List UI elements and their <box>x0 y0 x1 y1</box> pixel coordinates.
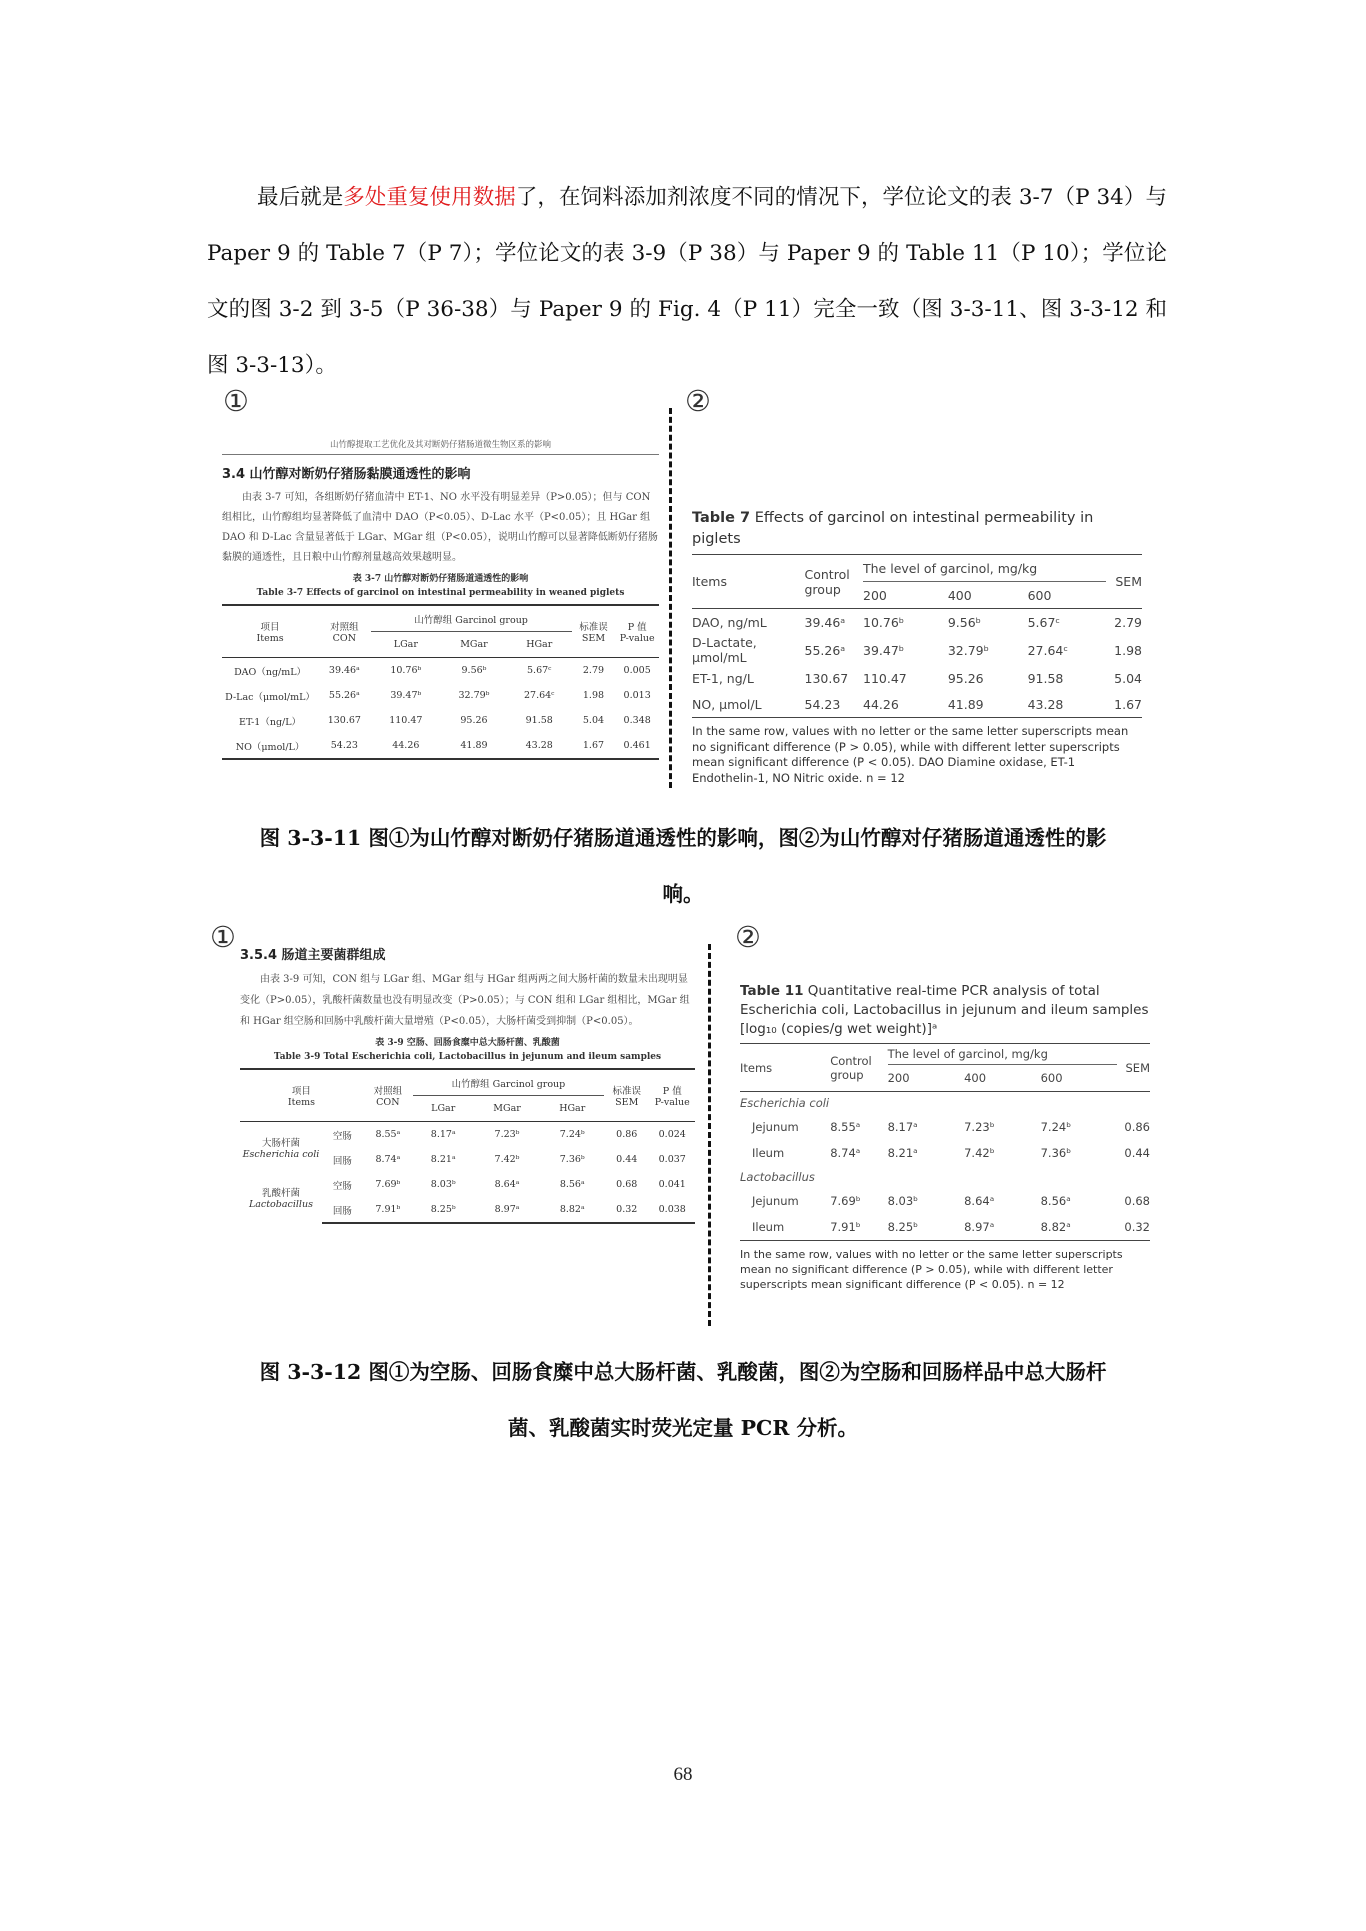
col-control: Control group <box>830 1044 887 1092</box>
col-control: Control group <box>805 555 864 609</box>
cell-200: 110.47 <box>863 670 907 686</box>
col-sem: 标准误 <box>579 622 608 633</box>
thesis-table-3-7-panel <box>222 438 659 760</box>
cell-p: 0.013 <box>623 690 651 701</box>
table-row <box>740 1214 1150 1241</box>
section-title: 3.5.4 肠道主要菌群组成 <box>240 948 386 963</box>
cell-mgar: 9.56ᵇ <box>441 658 507 684</box>
cell-600: 7.36ᵇ <box>1040 1146 1072 1160</box>
cell-400: 7.42ᵇ <box>964 1146 995 1160</box>
table-caption-cn: 表 3-9 空肠、回肠食糜中总大肠杆菌、乳酸菌 <box>375 1038 560 1048</box>
cell-p: 0.005 <box>615 658 659 684</box>
paragraph-text-2: 了，在饲料添加剂浓度不同的情况下，学位论文的表 3-7（P 34）与 Paper 9 的 Table 7（P 7）；学位论文的表 3-9（P 38）与 Paper 9 的 Table 11（P 10）；学位论文的图 3-2 到 3-5（P 36-38）与 Paper 9 的 Fig. 4（P 11）完全一致（图 3-3-11、图 3-3-12 和图 3-3-13）。 <box>207 185 1167 378</box>
cell-site: 回肠 <box>332 1155 352 1167</box>
cell-item: ET-1（ng/L） <box>239 716 302 728</box>
cell-400: 32.79ᵇ <box>947 642 989 658</box>
cell-p: 0.037 <box>658 1154 686 1165</box>
cell-control: 8.74ᵃ <box>830 1146 861 1160</box>
running-header: 山竹醇提取工艺优化及其对断奶仔猪肠道微生物区系的影响 <box>222 438 659 455</box>
cell-400: 7.23ᵇ <box>964 1120 995 1134</box>
col-p: P 值 <box>627 622 647 633</box>
cell-600: 27.64ᶜ <box>1027 642 1068 658</box>
cell-600: 5.67ᶜ <box>1028 609 1106 636</box>
figure-caption-3-3-11 <box>185 810 1181 922</box>
cell-400: 8.97ᵃ <box>964 1214 1041 1241</box>
section-body: 由表 3-7 可知，各组断奶仔猪血清中 ET-1、NO 水平没有明显差异（P>0.05）；但与 CON 组相比，山竹醇组均显著降低了血清中 DAO（P<0.05）、D-Lac 水平（P<0.05）；且 HGar 组 DAO 和 D-Lac 含量显著低于 LGar、MGar 组（P<0.05），说明山竹醇可以显著降低断奶仔猪肠黏膜的通透性，且日粮中山竹醇剂量越高效果越明显。 <box>222 492 658 563</box>
cell-200: 8.03ᵇ <box>887 1194 919 1208</box>
col-600: 600 <box>1027 587 1052 603</box>
paper-table-7-panel <box>692 508 1142 786</box>
cell-600: 8.82ᵃ <box>1041 1214 1118 1241</box>
col-mgar: MGar <box>460 639 488 650</box>
group-ecoli-en: Escherichia coli <box>242 1148 320 1160</box>
cell-lgar: 8.25ᵇ <box>413 1197 474 1223</box>
caption-label: Table 7 <box>692 510 751 526</box>
col-lgar: LGar <box>431 1103 456 1114</box>
paragraph-text-1: 最后就是 <box>257 185 344 210</box>
col-p: P 值 <box>662 1086 682 1097</box>
figure-caption-line-2: 菌、乳酸菌实时荧光定量 PCR 分析。 <box>507 1416 859 1440</box>
cell-sem: 2.79 <box>1106 609 1142 636</box>
cell-sem: 0.32 <box>1117 1214 1150 1241</box>
cell-con: 7.91ᵇ <box>363 1197 413 1223</box>
cell-p: 0.024 <box>650 1122 696 1148</box>
table-footnote: In the same row, values with no letter or the same letter superscripts mean no significant difference (P > 0.05), while with different letter superscripts mean significant difference (P < 0.05). DAO Diamine oxidase, ET-1 Endothelin-1, NO Nitric oxide. n = 12 <box>692 724 1129 785</box>
cell-hgar: 8.82ᵃ <box>540 1197 604 1223</box>
cell-200: 44.26 <box>863 691 948 718</box>
group-lactobacillus: 乳酸杆菌 <box>261 1188 300 1199</box>
group-row <box>740 1166 1150 1188</box>
cell-600: 7.24ᵇ <box>1040 1120 1072 1134</box>
cell-400: 9.56ᵇ <box>948 609 1028 636</box>
col-lgar: LGar <box>393 639 418 650</box>
cell-control: 55.26ᵃ <box>804 642 846 658</box>
cell-p: 0.461 <box>615 733 659 759</box>
main-paragraph <box>207 170 1167 394</box>
col-garcinol-group: 山竹醇组 Garcinol group <box>371 605 572 632</box>
caption-text: Effects of garcinol on intestinal permeability in piglets <box>692 510 1094 547</box>
cell-lgar: 39.47ᵇ <box>390 690 422 701</box>
cell-con: 8.55ᵃ <box>363 1122 413 1148</box>
section-title: 3.4 山竹醇对断奶仔猪肠黏膜通透性的影响 <box>222 467 471 482</box>
cell-control: 39.46ᵃ <box>805 609 864 636</box>
cell-lgar: 8.21ᵃ <box>430 1154 456 1165</box>
cell-hgar: 7.36ᵇ <box>559 1154 585 1165</box>
cell-control: 7.69ᵇ <box>830 1194 861 1208</box>
col-mgar: MGar <box>493 1103 521 1114</box>
table-row <box>222 733 659 759</box>
dashed-separator <box>708 944 711 1326</box>
cell-con: 54.23 <box>318 733 370 759</box>
cell-hgar: 43.28 <box>507 733 572 759</box>
col-con: 对照组 <box>330 622 359 633</box>
cell-hgar: 27.64ᶜ <box>523 690 555 701</box>
table-row <box>240 1172 695 1197</box>
table-row <box>692 691 1142 718</box>
col-sem: SEM <box>1117 1044 1150 1092</box>
table-row <box>222 658 659 684</box>
col-200: 200 <box>863 587 887 603</box>
cell-200: 8.25ᵇ <box>888 1214 965 1241</box>
col-600: 600 <box>1040 1071 1063 1085</box>
caption-text: Quantitative real-time PCR analysis of total Escherichia coli, Lactobacillus in jejunum and ileum samples [log₁₀ (copies/g wet weight)]ᵃ <box>740 983 1149 1037</box>
cell-lgar: 8.03ᵇ <box>430 1179 456 1190</box>
cell-sem: 0.32 <box>604 1197 650 1223</box>
group-ecoli: Escherichia coli <box>740 1092 1150 1115</box>
cell-sem: 0.68 <box>616 1179 638 1190</box>
cell-600: 43.28 <box>1028 691 1106 718</box>
figure-caption-line-1: 图 3-3-11 图①为山竹醇对断奶仔猪肠道通透性的影响，图②为山竹醇对仔猪肠道通透性的影 <box>259 826 1107 850</box>
col-sem: SEM <box>1106 555 1142 609</box>
cell-600: 8.56ᵃ <box>1040 1194 1071 1208</box>
paper-table-7 <box>692 554 1142 718</box>
table-footnote: In the same row, values with no letter or the same letter superscripts mean no significant difference (P > 0.05), while with different letter superscripts mean significant difference (P < 0.05). n = 12 <box>740 1248 1123 1291</box>
col-hgar: HGar <box>526 639 553 650</box>
table-caption-cn: 表 3-7 山竹醇对断奶仔猪肠道通透性的影响 <box>352 574 529 584</box>
cell-sem: 5.04 <box>1114 670 1142 686</box>
col-sem: 标准误 <box>612 1086 641 1097</box>
cell-sem: 5.04 <box>582 715 605 726</box>
col-p-en: P-value <box>619 633 655 644</box>
cell-mgar: 32.79ᵇ <box>458 690 490 701</box>
col-con-en: CON <box>332 633 357 644</box>
col-garcinol-group: 山竹醇组 Garcinol group <box>413 1069 604 1096</box>
table-caption-en: Table 3-9 Total Escherichia coli, Lactobacillus in jejunum and ileum samples <box>273 1052 662 1062</box>
table-row <box>740 1140 1150 1166</box>
cell-site: 回肠 <box>322 1197 363 1223</box>
cell-p: 0.041 <box>658 1179 686 1190</box>
cell-mgar: 8.64ᵃ <box>494 1179 520 1190</box>
cell-item: Ileum <box>740 1214 830 1241</box>
table-row <box>740 1188 1150 1214</box>
cell-lgar: 10.76ᵇ <box>371 658 442 684</box>
col-items: Items <box>692 555 805 609</box>
paper-table-11 <box>740 1043 1150 1241</box>
cell-item: Jejunum <box>752 1120 799 1134</box>
cell-site: 空肠 <box>322 1122 363 1148</box>
col-400: 400 <box>964 1071 987 1085</box>
col-sem-en: SEM <box>581 633 606 644</box>
dashed-separator <box>669 408 672 788</box>
col-items: 项目 <box>260 622 280 633</box>
cell-item: DAO, ng/mL <box>692 609 805 636</box>
cell-sem: 1.98 <box>582 690 605 701</box>
cell-200: 8.21ᵃ <box>887 1146 918 1160</box>
figure-caption-line-2: 响。 <box>662 882 704 906</box>
cell-sem: 0.44 <box>1124 1146 1150 1160</box>
cell-mgar: 41.89 <box>441 733 507 759</box>
col-items-en: Items <box>256 633 284 644</box>
marker-one: ① <box>223 384 249 418</box>
cell-con: 8.74ᵃ <box>375 1154 401 1165</box>
cell-p: 0.348 <box>623 715 651 726</box>
figure-caption-line-1: 图 3-3-12 图①为空肠、回肠食糜中总大肠杆菌、乳酸菌，图②为空肠和回肠样品中总大肠杆 <box>259 1360 1107 1384</box>
cell-item: Ileum <box>752 1146 785 1160</box>
group-ecoli: 大肠杆菌 <box>261 1137 300 1149</box>
cell-lgar: 44.26 <box>371 733 442 759</box>
cell-site: 空肠 <box>332 1180 352 1192</box>
table-row <box>740 1114 1150 1140</box>
col-items: Items <box>740 1044 830 1092</box>
cell-con: 130.67 <box>327 715 361 726</box>
cell-400: 95.26 <box>947 670 984 686</box>
cell-sem: 1.67 <box>572 733 616 759</box>
cell-con: 7.69ᵇ <box>375 1179 401 1190</box>
cell-sem: 2.79 <box>572 658 616 684</box>
col-items: 项目 <box>291 1086 311 1097</box>
cell-item: DAO（ng/mL） <box>222 658 318 684</box>
page-number: 68 <box>673 1764 693 1785</box>
cell-control: 54.23 <box>805 691 864 718</box>
cell-sem: 1.67 <box>1106 691 1142 718</box>
cell-400: 41.89 <box>948 691 1028 718</box>
cell-sem: 0.44 <box>616 1154 638 1165</box>
col-sem-en: SEM <box>615 1097 639 1108</box>
cell-sem: 0.86 <box>1124 1120 1150 1134</box>
section-body: 由表 3-9 可知，CON 组与 LGar 组、MGar 组与 HGar 组两两之间大肠杆菌的数量未出现明显变化（P>0.05），乳酸杆菌数量也没有明显改变（P>0.05）；与 CON 组和 LGar 组相比，MGar 组和 HGar 组空肠和回肠中乳酸杆菌大量增殖（P<0.05），大肠杆菌受到抑制（P<0.05）。 <box>240 974 690 1027</box>
paper-table-11-panel <box>740 982 1150 1292</box>
cell-mgar: 8.97ᵃ <box>474 1197 541 1223</box>
col-con: 对照组 <box>373 1086 403 1097</box>
cell-item: D-Lactate, μmol/mL <box>692 635 757 665</box>
cell-400: 8.64ᵃ <box>964 1194 995 1208</box>
group-row <box>740 1092 1150 1115</box>
col-level: The level of garcinol, mg/kg <box>888 1044 1118 1065</box>
caption-label: Table 11 <box>740 983 804 999</box>
thesis-table-3-9-panel <box>240 944 695 1224</box>
cell-control: 8.55ᵃ <box>830 1120 861 1134</box>
cell-sem: 0.86 <box>604 1122 650 1148</box>
table-row <box>692 609 1142 636</box>
col-400: 400 <box>947 587 972 603</box>
cell-item: D-Lac（μmol/mL） <box>225 691 315 703</box>
marker-one: ① <box>210 920 236 954</box>
cell-con: 55.26ᵃ <box>328 690 360 701</box>
paper-table-caption <box>740 982 1150 1039</box>
cell-item: Jejunum <box>752 1194 799 1208</box>
highlighted-phrase: 多处重复使用数据 <box>343 185 516 210</box>
col-hgar: HGar <box>559 1103 586 1114</box>
cell-sem: 0.68 <box>1124 1194 1150 1208</box>
cell-hgar: 7.24ᵇ <box>540 1122 604 1148</box>
cell-con: 39.46ᵃ <box>318 658 370 684</box>
col-items-en: Items <box>287 1097 315 1108</box>
cell-mgar: 95.26 <box>460 715 488 726</box>
cell-item: NO, μmol/L <box>692 691 805 718</box>
cell-200: 10.76ᵇ <box>863 609 948 636</box>
cell-600: 91.58 <box>1027 670 1064 686</box>
cell-hgar: 5.67ᶜ <box>507 658 572 684</box>
col-con-en: CON <box>376 1097 400 1108</box>
cell-control: 7.91ᵇ <box>830 1214 887 1241</box>
col-p-en: P-value <box>654 1097 690 1108</box>
paper-table-caption <box>692 508 1142 550</box>
cell-mgar: 7.23ᵇ <box>474 1122 541 1148</box>
table-row <box>240 1122 695 1148</box>
cell-lgar: 110.47 <box>389 715 423 726</box>
group-lactobacillus: Lactobacillus <box>740 1170 815 1184</box>
marker-two: ② <box>735 920 761 954</box>
cell-item: ET-1, ng/L <box>692 670 754 686</box>
cell-control: 130.67 <box>804 670 849 686</box>
cell-sem: 1.98 <box>1114 642 1142 658</box>
table-row <box>222 683 659 708</box>
table-row <box>222 708 659 733</box>
table-row <box>692 665 1142 691</box>
thesis-table-3-7 <box>222 604 659 760</box>
col-200: 200 <box>887 1071 910 1085</box>
table-row <box>692 635 1142 665</box>
thesis-table-3-9 <box>240 1068 695 1224</box>
table-caption-en: Table 3-7 Effects of garcinol on intestinal permeability in weaned piglets <box>256 588 625 598</box>
figure-caption-3-3-12 <box>185 1344 1181 1456</box>
cell-hgar: 8.56ᵃ <box>559 1179 585 1190</box>
cell-item: NO（μmol/L） <box>222 733 318 759</box>
cell-lgar: 8.17ᵃ <box>413 1122 474 1148</box>
cell-200: 8.17ᵃ <box>887 1120 918 1134</box>
col-level: The level of garcinol, mg/kg <box>863 555 1106 582</box>
cell-mgar: 7.42ᵇ <box>494 1154 520 1165</box>
cell-hgar: 91.58 <box>525 715 553 726</box>
group-lactobacillus-en: Lactobacillus <box>248 1199 313 1210</box>
cell-p: 0.038 <box>650 1197 696 1223</box>
cell-200: 39.47ᵇ <box>863 642 905 658</box>
marker-two: ② <box>685 384 711 418</box>
